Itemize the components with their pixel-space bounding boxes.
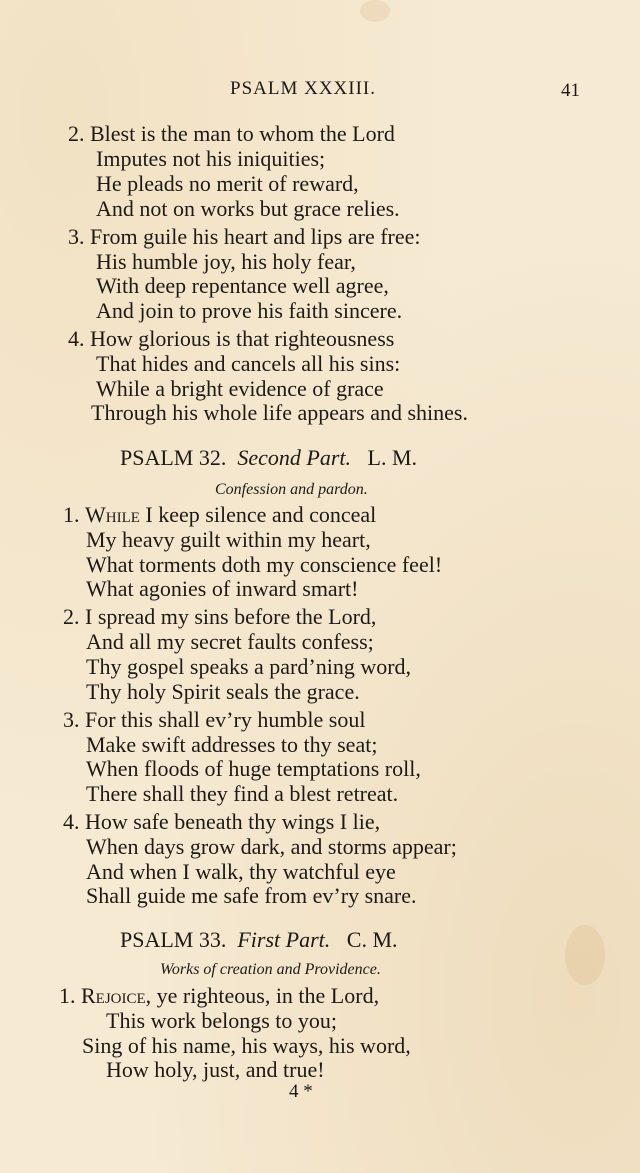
verse-line: 4. How safe beneath thy wings I lie, <box>63 809 381 834</box>
verse-line: There shall they find a blest retreat. <box>86 781 399 806</box>
verse-line: 1. Rejoice, ye righteous, in the Lord, <box>59 983 380 1008</box>
psalm-heading: PSALM 33. First Part. C. M. <box>120 927 398 952</box>
verse-line: Sing of his name, his ways, his word, <box>82 1033 411 1058</box>
verse-line: Make swift addresses to thy seat; <box>86 732 378 757</box>
verse-line: That hides and cancels all his sins: <box>96 351 401 376</box>
verse-line: When days grow dark, and storms appear; <box>86 834 457 859</box>
paper-stain <box>565 925 605 985</box>
verse-line: My heavy guilt within my heart, <box>86 527 371 552</box>
verse-line: Thy gospel speaks a pard’ning word, <box>86 654 412 679</box>
verse-line: 1. While I keep silence and conceal <box>63 502 377 527</box>
verse-line: Thy holy Spirit seals the grace. <box>86 679 360 704</box>
verse-line: His humble joy, his holy fear, <box>96 249 356 274</box>
verse-line: 2. I spread my sins before the Lord, <box>63 604 377 629</box>
page-number: 41 <box>561 80 580 101</box>
verse-line: Imputes not his iniquities; <box>96 146 326 171</box>
verse-line: When floods of huge temptations roll, <box>86 756 421 781</box>
verse-line: How holy, just, and true! <box>106 1057 325 1082</box>
verse-line: 3. From guile his heart and lips are free: <box>68 224 421 249</box>
signature-mark: 4 * <box>289 1081 313 1102</box>
verse-line: And not on works but grace relies. <box>96 196 400 221</box>
verse-line: 4. How glorious is that righteousness <box>68 326 395 351</box>
verse-line: And when I walk, thy watchful eye <box>86 859 396 884</box>
verse-line: Shall guide me safe from ev’ry snare. <box>86 883 417 908</box>
verse-line: This work belongs to you; <box>106 1008 337 1033</box>
verse-line: What torments doth my conscience feel! <box>86 552 443 577</box>
verse-line: With deep repentance well agree, <box>96 273 389 298</box>
verse-line: 2. Blest is the man to whom the Lord <box>68 121 395 146</box>
verse-line: What agonies of inward smart! <box>86 576 359 601</box>
psalm-subheading: Works of creation and Providence. <box>160 961 381 978</box>
psalm-subheading: Confession and pardon. <box>215 481 368 498</box>
running-head: PSALM XXXIII. <box>230 78 376 99</box>
verse-line: He pleads no merit of reward, <box>96 171 359 196</box>
verse-line: While a bright evidence of grace <box>96 376 384 401</box>
verse-line: 3. For this shall ev’ry humble soul <box>63 707 366 732</box>
verse-line: Through his whole life appears and shines. <box>91 400 468 425</box>
paper-stain <box>360 0 390 22</box>
psalm-heading: PSALM 32. Second Part. L. M. <box>120 445 418 470</box>
verse-line: And all my secret faults confess; <box>86 629 374 654</box>
verse-line: And join to prove his faith sincere. <box>96 298 403 323</box>
